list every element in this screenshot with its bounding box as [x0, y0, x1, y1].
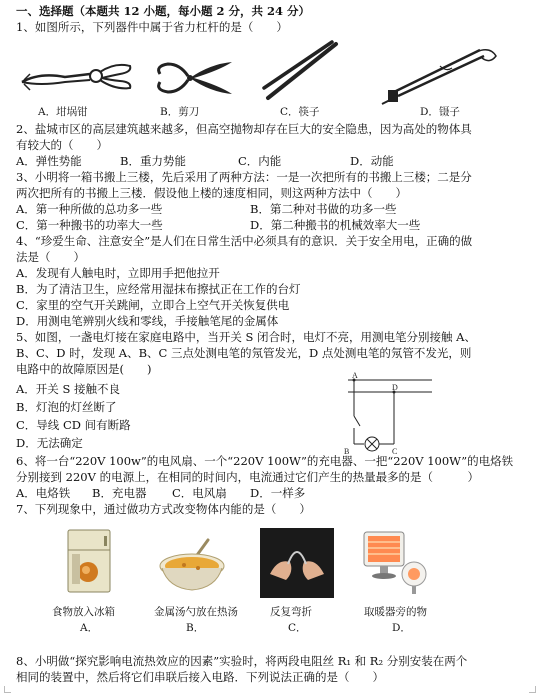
circuit-diagram	[336, 372, 436, 456]
question-1-caption-d: D．镊子	[420, 106, 460, 118]
question-2-stem-line-1: 2、盐城市区的高层建筑越来越多，但高空抛物却存在巨大的安全隐患，因为高处的物体具	[16, 122, 472, 136]
question-2-option-b[interactable]: B．重力势能	[120, 154, 186, 168]
section-title: 一、选择题（本题共 12 小题，每小题 2 分，共 24 分）	[16, 4, 311, 18]
tweezers-figure	[380, 42, 500, 108]
question-3-option-a[interactable]: A．第一种所做的总功多一些	[16, 202, 163, 216]
question-4-option-d[interactable]: D．用测电笔辨别火线和零线，手接触笔尾的金属体	[16, 314, 279, 328]
circuit-label-a: A	[352, 372, 358, 380]
question-7-stem: 7、下列现象中，通过做功方式改变物体内能的是（ ）	[16, 502, 311, 516]
circuit-label-b: B	[344, 447, 350, 456]
question-7-letter-b: B．	[186, 622, 205, 634]
question-5-stem-line-1: 5、如图，一盏电灯接在家庭电路中，当开关 S 闭合时，电灯不亮，用测电笔分别接触 A、	[16, 330, 476, 344]
question-7-caption-b: 金属汤勺放在热汤	[154, 606, 238, 618]
question-8-stem-line-2: 相同的装置中，然后将它们串联后接入电路．下列说法正确的是（ ）	[16, 670, 384, 684]
question-3-option-b[interactable]: B．第二种对书做的功多一些	[250, 202, 397, 216]
bending-wire-image	[260, 528, 334, 598]
question-3-stem-line-2: 两次把所有的书搬上三楼．假设他上楼的速度相同，则这两种方法中（ ）	[16, 186, 407, 200]
heater-image	[360, 528, 430, 596]
question-1-caption-c: C．筷子	[280, 106, 320, 118]
question-6-options	[16, 486, 516, 500]
question-4-option-a[interactable]: A．发现有人触电时，立即用手把他拉开	[16, 266, 220, 280]
question-5-option-c[interactable]: C．导线 CD 间有断路	[16, 418, 131, 432]
question-1-caption-a: A．坩埚钳	[38, 106, 88, 118]
question-2-stem-line-2: 有较大的（ ）	[16, 138, 108, 152]
question-2-option-d[interactable]: D．动能	[350, 154, 394, 168]
chopsticks-figure	[262, 40, 342, 102]
question-5-stem-line-2: B、C、D 时，发现 A、B、C 三点处测电笔的氖管发光，D 点处测电笔的氖管不发光，则	[16, 346, 472, 360]
question-6-option-d[interactable]: D．一样多	[250, 486, 306, 500]
tongs-figure	[20, 52, 135, 102]
question-5-stem-line-3: 电路中的故障原因是( )	[16, 362, 152, 376]
question-7-caption-d: 取暖器旁的物	[364, 606, 427, 618]
page-corner-mark	[4, 686, 11, 693]
question-1-stem: 1、如图所示，下列器件中属于省力杠杆的是（ ）	[16, 20, 288, 34]
question-5-option-d[interactable]: D．无法确定	[16, 436, 83, 450]
question-7-caption-c: 反复弯折	[270, 606, 312, 618]
question-3-option-c[interactable]: C．第一种搬书的功率大一些	[16, 218, 163, 232]
question-4-stem-line-2: 法是（ ）	[16, 250, 85, 264]
question-1-caption-b: B．剪刀	[160, 106, 200, 118]
question-7-letter-c: C．	[288, 622, 307, 634]
question-6-option-a[interactable]: A．电烙铁	[16, 486, 71, 500]
question-6-option-c[interactable]: C．电风扇	[172, 486, 227, 500]
question-5-option-a[interactable]: A．开关 S 接触不良	[16, 382, 120, 396]
page-corner-mark	[529, 686, 536, 693]
question-4-option-b[interactable]: B．为了清洁卫生，应经常用湿抹布擦拭正在工作的台灯	[16, 282, 301, 296]
question-2-option-a[interactable]: A．弹性势能	[16, 154, 82, 168]
circuit-label-d: D	[392, 383, 398, 392]
question-6-stem-line-2: 分别接到 220V 的电源上，在相同的时间内，电流通过它们产生的热量最多的是（ ）	[16, 470, 480, 484]
question-7-caption-a: 食物放入冰箱	[52, 606, 115, 618]
soup-bowl-image	[158, 536, 228, 592]
question-7-letter-a: A．	[80, 622, 99, 634]
scissors-figure	[150, 56, 235, 101]
question-3-stem-line-1: 3、小明将一箱书搬上三楼，先后采用了两种方法：一是一次把所有的书搬上三楼；二是分	[16, 170, 472, 184]
question-6-stem-line-1: 6、将一台“220V 100w”的电风扇、一个“220V 100W”的充电器、一把“220V 100W”的电烙铁	[16, 454, 514, 468]
question-4-option-c[interactable]: C．家里的空气开关跳闸，立即合上空气开关恢复供电	[16, 298, 290, 312]
question-5-option-b[interactable]: B．灯泡的灯丝断了	[16, 400, 117, 414]
question-4-stem-line-1: 4、“珍爱生命、注意安全”是人们在日常生活中必须具有的意识．关于安全用电，正确的做	[16, 234, 473, 248]
question-2-options	[16, 154, 516, 168]
question-8-stem-line-1: 8、小明做“探究影响电流热效应的因素”实验时，将两段电阻丝 R₁ 和 R₂ 分别安装在两个	[16, 654, 468, 668]
question-2-option-c[interactable]: C．内能	[238, 154, 282, 168]
question-3-option-d[interactable]: D．第二种搬书的机械效率大一些	[250, 218, 421, 232]
question-7-letter-d: D．	[392, 622, 411, 634]
question-3-options	[16, 202, 516, 232]
circuit-label-c: C	[392, 447, 398, 456]
question-6-option-b[interactable]: B．充电器	[92, 486, 147, 500]
fridge-image	[66, 528, 112, 594]
